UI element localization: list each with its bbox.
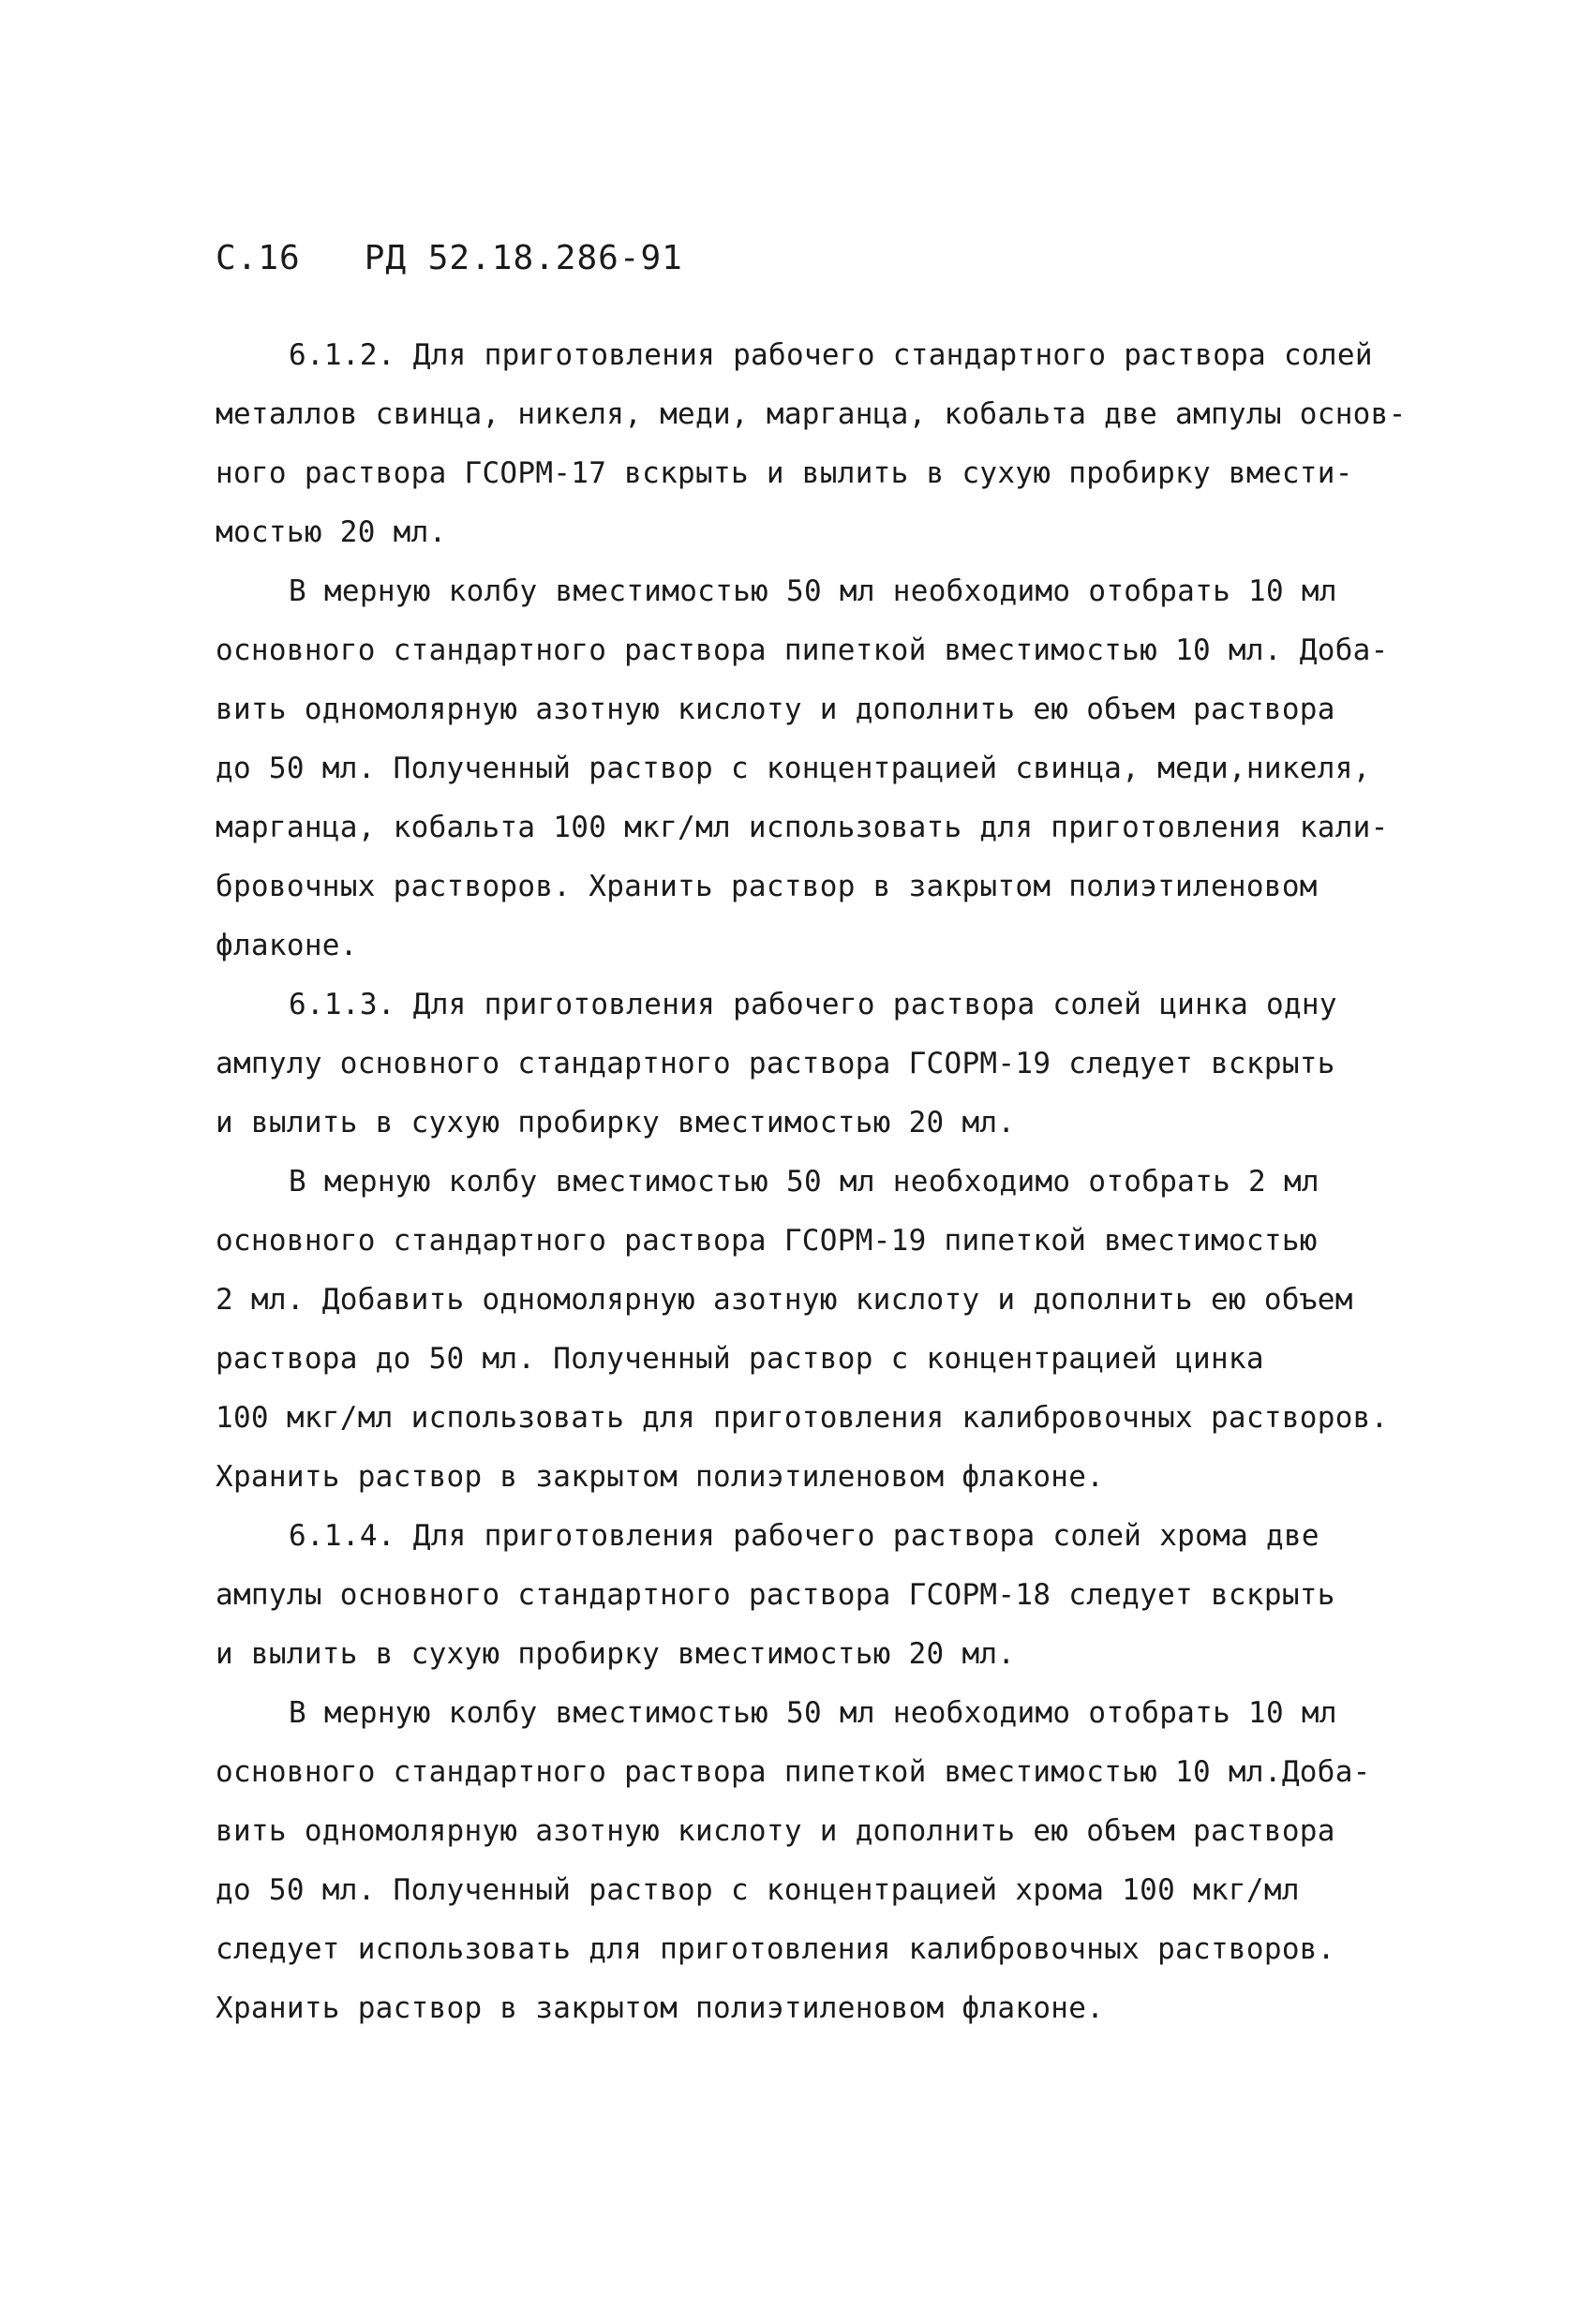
text-line: 2 мл. Добавить одномолярную азотную кислоту и дополнить ею объем: [216, 1283, 1353, 1317]
text-line: бровочных растворов. Хранить раствор в закрытом полиэтиленовом: [216, 870, 1318, 903]
text-line: вить одномолярную азотную кислоту и дополнить ею объем раствора: [216, 693, 1335, 726]
text-line: марганца, кобальта 100 мкг/мл использовать для приготовления кали-: [216, 811, 1389, 844]
text-line: 100 мкг/мл использовать для приготовления калибровочных растворов.: [216, 1401, 1389, 1435]
page-number: С.16: [216, 239, 301, 277]
text-line: 6.1.3. Для приготовления рабочего раствора солей цинка одну: [289, 988, 1337, 1021]
text-line: флаконе.: [216, 929, 358, 962]
text-line: металлов свинца, никеля, меди, марганца, кобальта две ампулы основ-: [216, 397, 1407, 431]
text-line: и вылить в сухую пробирку вместимостью 20 мл.: [216, 1106, 1016, 1140]
paragraph: [216, 1684, 1443, 2038]
text-line: ампулу основного стандартного раствора ГСОРМ-19 следует вскрыть: [216, 1047, 1335, 1080]
text-line: до 50 мл. Полученный раствор с концентрацией свинца, меди,никеля,: [216, 752, 1371, 785]
document-body: [216, 326, 1443, 2038]
text-line: до 50 мл. Полученный раствор с концентрацией хрома 100 мкг/мл: [216, 1873, 1300, 1907]
text-line: раствора до 50 мл. Полученный раствор с концентрацией цинка: [216, 1342, 1264, 1376]
text-line: мостью 20 мл.: [216, 515, 447, 549]
text-line: основного стандартного раствора пипеткой вместимостью 10 мл. Доба-: [216, 633, 1389, 667]
page-header: [216, 239, 683, 277]
text-line: и вылить в сухую пробирку вместимостью 20 мл.: [216, 1637, 1016, 1671]
text-line: Хранить раствор в закрытом полиэтиленовом флаконе.: [216, 1991, 1105, 2025]
text-line: ампулы основного стандартного раствора ГСОРМ-18 следует вскрыть: [216, 1578, 1335, 1612]
text-line: 6.1.2. Для приготовления рабочего стандартного раствора солей: [289, 338, 1373, 372]
paragraph: [216, 1153, 1443, 1507]
paragraph-6-1-2: [216, 326, 1443, 562]
document-code: РД 52.18.286-91: [364, 239, 683, 277]
text-line: 6.1.4. Для приготовления рабочего раствора солей хрома две: [289, 1519, 1319, 1553]
paragraph-6-1-3: [216, 976, 1443, 1153]
text-line: В мерную колбу вместимостью 50 мл необходимо отобрать 10 мл: [289, 1696, 1337, 1730]
text-line: Хранить раствор в закрытом полиэтиленовом флаконе.: [216, 1460, 1105, 1494]
text-line: ного раствора ГСОРМ-17 вскрыть и вылить в сухую пробирку вмести-: [216, 456, 1353, 490]
text-line: следует использовать для приготовления калибровочных растворов.: [216, 1932, 1335, 1966]
text-line: В мерную колбу вместимостью 50 мл необходимо отобрать 2 мл: [289, 1165, 1319, 1199]
paragraph: [216, 562, 1443, 976]
paragraph-6-1-4: [216, 1507, 1443, 1684]
text-line: В мерную колбу вместимостью 50 мл необходимо отобрать 10 мл: [289, 574, 1337, 608]
text-line: основного стандартного раствора ГСОРМ-19 пипеткой вместимостью: [216, 1224, 1318, 1258]
text-line: основного стандартного раствора пипеткой вместимостью 10 мл.Доба-: [216, 1755, 1371, 1789]
text-line: вить одномолярную азотную кислоту и дополнить ею объем раствора: [216, 1814, 1335, 1848]
